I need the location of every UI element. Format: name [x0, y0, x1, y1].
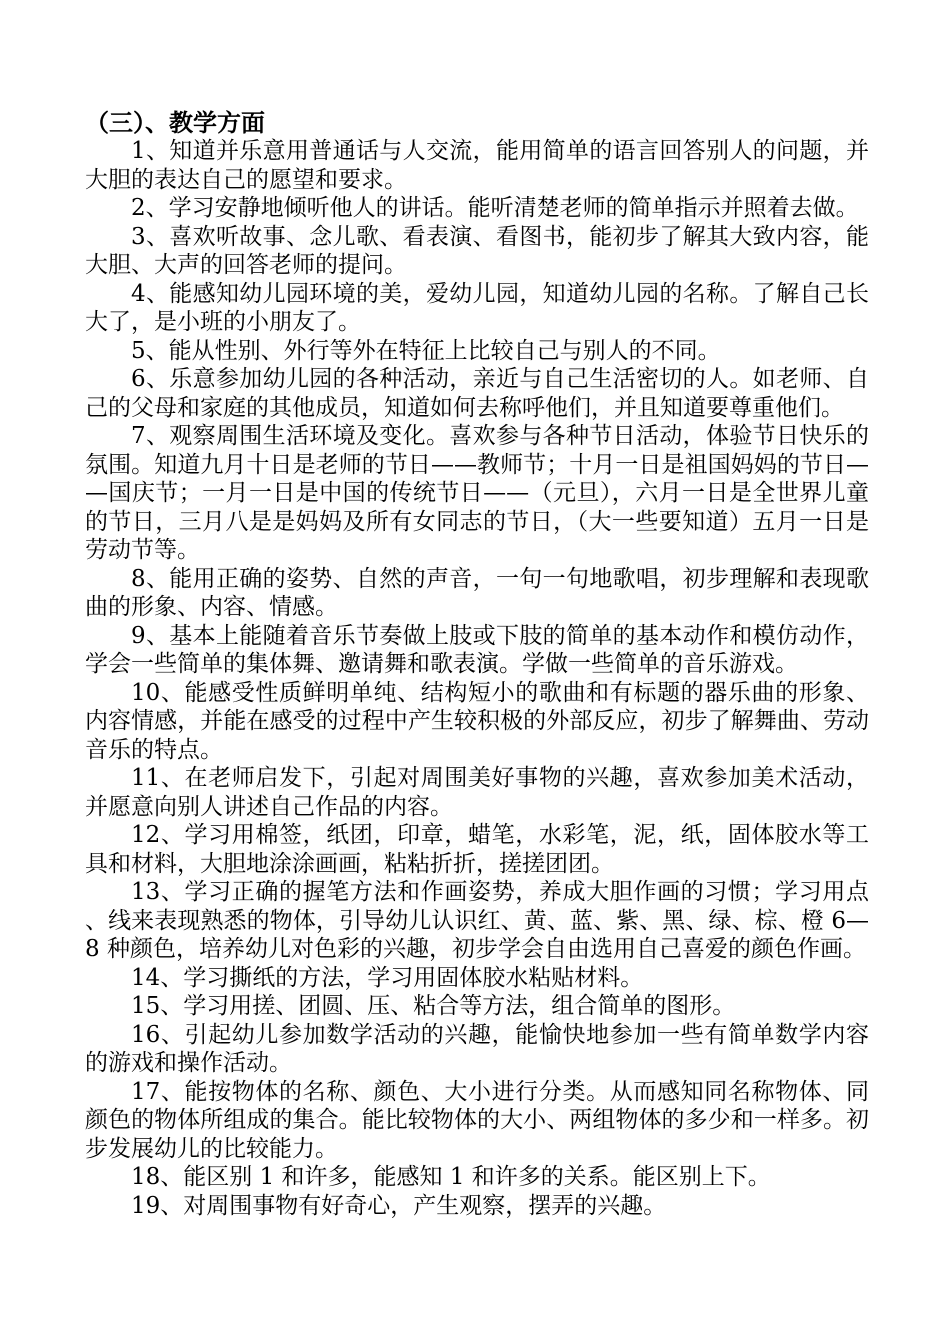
teaching-item-18: 18、能区别 1 和许多，能感知 1 和许多的关系。能区别上下。: [131, 1164, 771, 1190]
teaching-item-2: 2、学习安静地倾听他人的讲话。能听清楚老师的简单指示并照着去做。: [131, 195, 859, 221]
section-heading: （三）、教学方面: [85, 108, 265, 137]
teaching-item-3: 3、喜欢听故事、念儿歌、看表演、看图书，能初步了解其大致内容，能大胆、大声的回答老师的提问。: [85, 223, 869, 278]
teaching-item-1: 1、知道并乐意用普通话与人交流，能用简单的语言回答别人的问题，并大胆的表达自己的愿望和要求。: [85, 138, 869, 193]
teaching-item-6: 6、乐意参加幼儿园的各种活动，亲近与自己生活密切的人。如老师、自己的父母和家庭的其他成员，知道如何去称呼他们，并且知道要尊重他们。: [85, 366, 869, 421]
teaching-item-14: 14、学习撕纸的方法，学习用固体胶水粘贴材料。: [131, 964, 644, 991]
teaching-item-11: 11、在老师启发下，引起对周围美好事物的兴趣，喜欢参加美术活动，并愿意向别人讲述自己作品的内容。: [85, 765, 869, 820]
teaching-item-7: 7、观察周围生活环境及变化。喜欢参与各种节日活动，体验节日快乐的氛围。知道九月十日是老师的节日——教师节；十月一日是祖国妈妈的节日——国庆节；一月一日是中国的传统节日——（元旦），六月一日是全世界儿童的节日，三月八是是妈妈及所有女同志的节日，（大一些要知道）五月一日是劳动节等。: [85, 423, 869, 563]
teaching-item-4: 4、能感知幼儿园环境的美，爱幼儿园，知道幼儿园的名称。了解自己长大了，是小班的小朋友了。: [85, 280, 869, 335]
teaching-item-12: 12、学习用棉签，纸团，印章，蜡笔，水彩笔，泥，纸，固体胶水等工具和材料，大胆地涂涂画画，粘粘折折，搓搓团团。: [85, 822, 869, 877]
teaching-item-13: 13、学习正确的握笔方法和作画姿势，养成大胆作画的习惯；学习用点、线来表现熟悉的物体，引导幼儿认识红、黄、蓝、紫、黑、绿、棕、橙 6—8 种颜色，培养幼儿对色彩的兴趣，初步学会自由选用自己喜爱的颜色作画。: [85, 879, 869, 962]
teaching-item-8: 8、能用正确的姿势、自然的声音，一句一句地歌唱，初步理解和表现歌曲的形象、内容、情感。: [85, 565, 869, 620]
teaching-item-10: 10、能感受性质鲜明单纯、结构短小的歌曲和有标题的器乐曲的形象、内容情感，并能在感受的过程中产生较积极的外部反应，初步了解舞曲、劳动音乐的特点。: [85, 679, 869, 763]
document-content: [85, 108, 869, 1220]
teaching-item-16: 16、引起幼儿参加数学活动的兴趣，能愉快地参加一些有简单数学内容的游戏和操作活动。: [85, 1021, 869, 1076]
teaching-item-5: 5、能从性别、外行等外在特征上比较自己与别人的不同。: [131, 337, 721, 364]
teaching-item-9: 9、基本上能随着音乐节奏做上肢或下肢的简单的基本动作和模仿动作，学会一些简单的集体舞、邀请舞和歌表演。学做一些简单的音乐游戏。: [85, 622, 869, 677]
teaching-item-17: 17、能按物体的名称、颜色、大小进行分类。从而感知同名称物体、同颜色的物体所组成的集合。能比较物体的大小、两组物体的多少和一样多。初步发展幼儿的比较能力。: [85, 1078, 869, 1162]
teaching-item-15: 15、学习用搓、团圆、压、粘合等方法，组合简单的图形。: [131, 993, 736, 1019]
teaching-item-19: 19、对周围事物有好奇心，产生观察，摆弄的兴趣。: [131, 1192, 667, 1219]
